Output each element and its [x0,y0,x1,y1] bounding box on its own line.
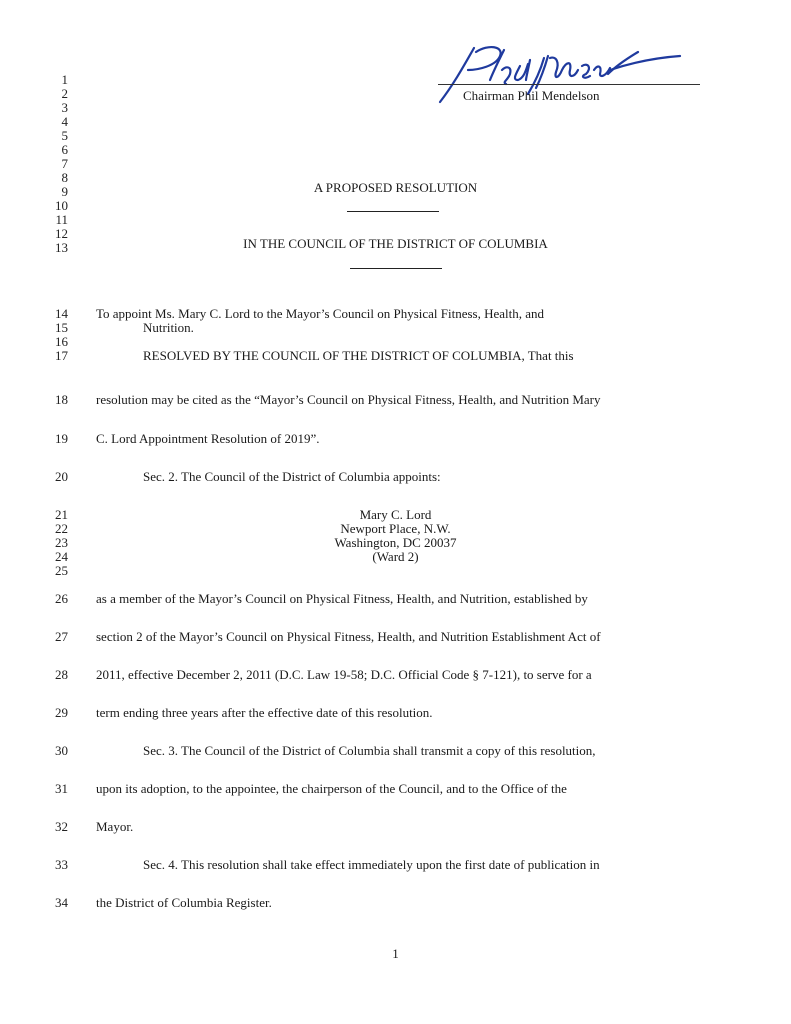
resolved-line-1: RESOLVED BY THE COUNCIL OF THE DISTRICT OF COLUMBIA, That this [143,348,574,363]
line-number: 1 [61,72,68,87]
sec2-line-28: 2011, effective December 2, 2011 (D.C. Law 19-58; D.C. Official Code § 7-121), to serve for a [96,667,592,682]
purpose-line-2: Nutrition. [143,320,194,335]
line-number: 3 [61,100,68,115]
line-number: 29 [55,705,68,720]
line-number: 2 [61,86,68,101]
sec2-line-26: as a member of the Mayor’s Council on Physical Fitness, Health, and Nutrition, established by [96,591,588,606]
line-number: 5 [61,128,68,143]
divider [347,211,439,212]
line-number: 10 [55,198,68,213]
purpose-line-1: To appoint Ms. Mary C. Lord to the Mayor’s Council on Physical Fitness, Health, and [96,306,545,321]
line-number: 22 [55,521,68,536]
appointee-ward: (Ward 2) [372,549,419,564]
line-number: 11 [55,212,68,227]
document-body-heading: IN THE COUNCIL OF THE DISTRICT OF COLUMBIA [243,236,548,251]
line-number: 32 [55,819,68,834]
divider [350,268,442,269]
line-number: 23 [55,535,68,550]
line-number: 27 [55,629,68,644]
signature-caption: Chairman Phil Mendelson [463,88,600,103]
sec4-line-34: the District of Columbia Register. [96,895,272,910]
sec2-line-27: section 2 of the Mayor’s Council on Physical Fitness, Health, and Nutrition Establishment Act of [96,629,601,644]
sec2-line-29: term ending three years after the effective date of this resolution. [96,705,433,720]
line-number: 6 [61,142,68,157]
line-number: 30 [55,743,68,758]
line-number: 12 [55,226,68,241]
line-number: 18 [55,392,68,407]
line-number: 14 [55,306,68,321]
line-number: 7 [61,156,68,171]
sec3-line-30: Sec. 3. The Council of the District of Columbia shall transmit a copy of this resolution, [143,743,596,758]
line-number: 24 [55,549,68,564]
line-number: 25 [55,563,68,578]
appointee-city: Washington, DC 20037 [334,535,457,550]
line-number: 16 [55,334,68,349]
line-number: 28 [55,667,68,682]
sec4-line-33: Sec. 4. This resolution shall take effect immediately upon the first date of publication in [143,857,600,872]
sec3-line-32: Mayor. [96,819,134,834]
document-title: A PROPOSED RESOLUTION [313,180,478,195]
line-number: 20 [55,469,68,484]
line-number: 13 [55,240,68,255]
line-number: 15 [55,320,68,335]
line-number: 31 [55,781,68,796]
line-number: 21 [55,507,68,522]
line-number: 33 [55,857,68,872]
line-number: 19 [55,431,68,446]
appointee-street: Newport Place, N.W. [340,521,451,536]
appointee-name: Mary C. Lord [359,507,432,522]
sec3-line-31: upon its adoption, to the appointee, the chairperson of the Council, and to the Office of the [96,781,567,796]
page-number: 1 [392,946,399,961]
resolved-line-3: C. Lord Appointment Resolution of 2019”. [96,431,320,446]
line-number: 26 [55,591,68,606]
line-number: 17 [55,348,68,363]
line-number: 34 [55,895,68,910]
line-number: 4 [61,114,68,129]
resolved-line-2: resolution may be cited as the “Mayor’s Council on Physical Fitness, Health, and Nutrition Mary [96,392,601,407]
line-number: 8 [61,170,68,185]
signature-line [438,84,700,85]
line-number: 9 [61,184,68,199]
sec2-intro: Sec. 2. The Council of the District of Columbia appoints: [143,469,441,484]
